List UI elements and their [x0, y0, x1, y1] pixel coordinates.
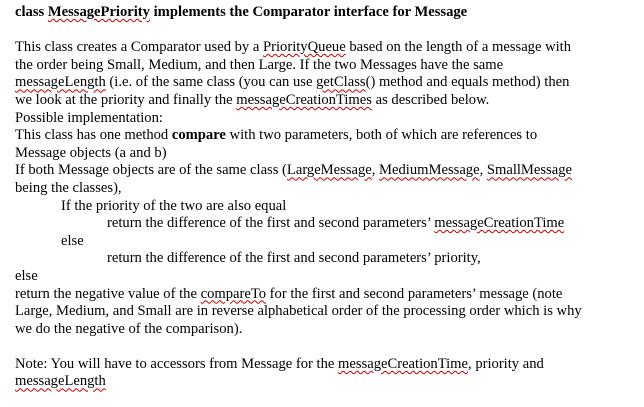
implementation-line-2: Message objects (a and b) [15, 144, 167, 161]
title-prefix: class [15, 4, 48, 20]
intro-line-1 [15, 39, 637, 57]
text-run: This class has one method [15, 127, 172, 144]
else-inner-line: else [61, 232, 84, 249]
intro-line-3 [15, 74, 637, 92]
code-term: LargeMessage [286, 162, 372, 179]
blank-line [15, 22, 637, 40]
else-outer-line: else [15, 267, 38, 284]
code-term: messageLength [15, 373, 106, 390]
implementation-line-1 [15, 127, 637, 145]
text-run: as described below. [371, 91, 490, 108]
if-priority-line: If the priority of the two are also equal [61, 197, 287, 214]
text-run: we look at the priority and finally the [15, 91, 237, 108]
text-run: return the difference of the first and second parameters’ [107, 215, 435, 232]
text-run: return the negative value of the [15, 285, 201, 302]
text-run: () method and equals method) then [365, 74, 570, 91]
method-name: compare [171, 127, 226, 144]
code-term: MediumMessage [379, 162, 480, 179]
document-page [15, 4, 637, 391]
return-time-line [15, 215, 637, 233]
note-line-2 [15, 373, 637, 391]
implementation-line-3 [15, 162, 637, 180]
code-term: getClass [316, 74, 366, 91]
code-term: messageLength [15, 74, 106, 91]
text-run: This class creates a Comparator used by a [15, 39, 264, 56]
code-term: PriorityQueue [263, 39, 346, 56]
title-suffix: implements the Comparator interface for Message [149, 4, 468, 20]
negative-line-1 [15, 286, 637, 304]
code-term: messageCreationTime [338, 355, 469, 372]
text-run: with two parameters, both of which are references to [225, 127, 538, 144]
code-term: compareTo [200, 285, 267, 302]
text-run: , [371, 162, 380, 179]
text-run: , priority and [468, 355, 544, 372]
intro-line-4 [15, 92, 637, 110]
code-term: messageCreationTime [434, 215, 565, 232]
document-title [15, 4, 637, 22]
intro-line-2: the order being Small, Medium, and then Large. If the two Messages have the same [15, 56, 504, 73]
text-run: (i.e. of the same class (you can use [105, 74, 317, 91]
text-run: If both Message objects are of the same class ( [15, 162, 287, 179]
negative-line-3: we do the negative of the comparison). [15, 320, 243, 337]
title-class-name: MessagePriority [47, 4, 150, 20]
note-line-1 [15, 356, 637, 374]
text-run: based on the length of a message with [345, 39, 572, 56]
implementation-heading: Possible implementation: [15, 109, 163, 126]
implementation-line-4: being the classes), [15, 179, 122, 196]
blank-line [15, 338, 637, 356]
text-run: for the first and second parameters’ message (note [266, 285, 563, 302]
negative-line-2: Large, Medium, and Small are in reverse alphabetical order of the processing order which is why [15, 303, 582, 320]
code-term: SmallMessage [486, 162, 572, 179]
text-run: Note: You will have to accessors from Message for the [15, 355, 339, 372]
text-run: , [479, 162, 487, 179]
return-priority-line: return the difference of the first and second parameters’ priority, [107, 250, 481, 267]
code-term: messageCreationTimes [236, 91, 372, 108]
